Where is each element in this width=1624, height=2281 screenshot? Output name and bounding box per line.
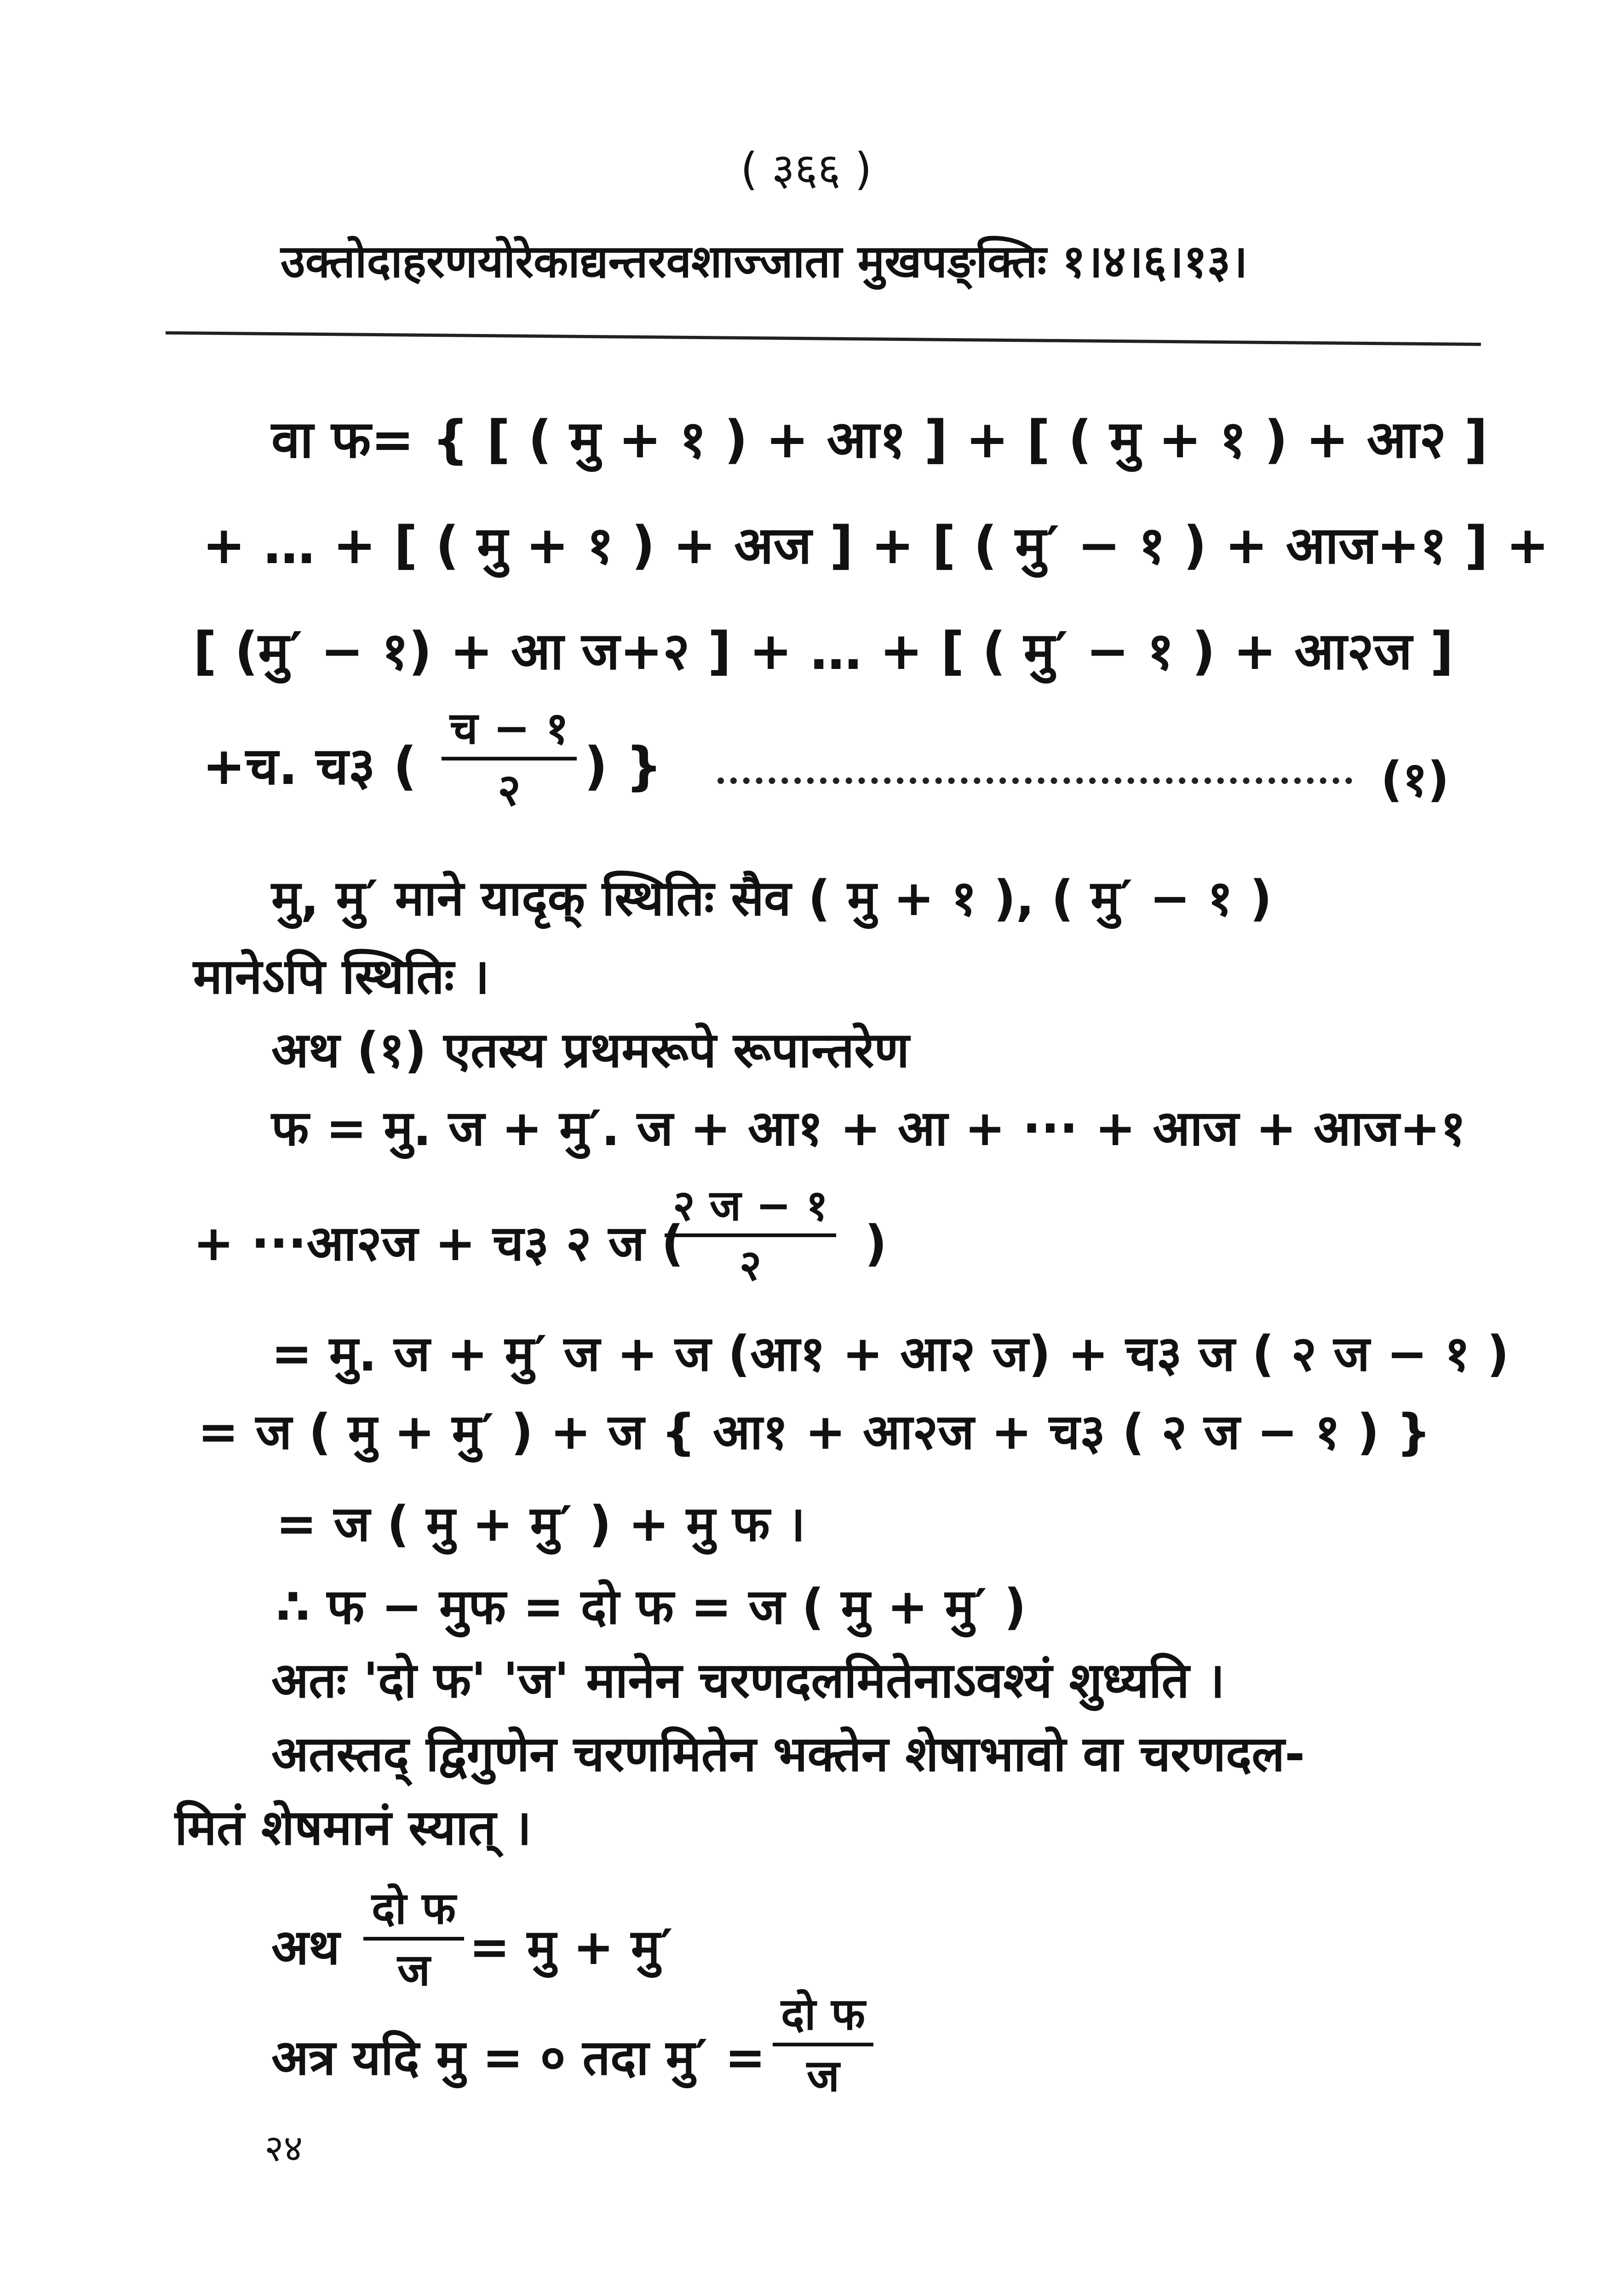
- equation-1-line-4-suffix: ) }: [584, 737, 662, 796]
- fraction-denominator: ज: [807, 2050, 840, 2102]
- derivation-line-1: फ = मु. ज + मु′. ज + आ१ + आ + ··· + आज + आज+१: [271, 1100, 1466, 1157]
- equation-1-line-1: वा फ= { [ ( मु + १ ) + आ१ ] + [ ( मु + १ ) + आ२ ]: [271, 410, 1488, 470]
- fraction-denominator: २: [498, 764, 521, 816]
- leader-dots: [717, 778, 1352, 784]
- formula-b-fraction: [773, 1988, 873, 2102]
- derivation-line-5: = ज ( मु + मु′ ) + मु फ ।: [276, 1496, 806, 1552]
- paragraph-1-line-2: मानेऽपि स्थितिः ।: [193, 948, 490, 1005]
- derivation-line-3: = मु. ज + मु′ ज + ज (आ१ + आ२ ज) + च३ ज ( २ ज − १ ): [271, 1325, 1509, 1382]
- paragraph-1-line-1: मु, मु′ माने यादृक् स्थितिः सैव ( मु + १ ), ( मु′ − १ ): [271, 870, 1272, 927]
- fraction-numerator: दो फ: [363, 1886, 464, 1941]
- derivation-line-4: = ज ( मु + मु′ ) + ज { आ१ + आ२ज + च३ ( २ ज − १ ) }: [198, 1404, 1431, 1460]
- derivation-line-8: अतस्तद् द्विगुणेन चरणमितेन भक्तेन शेषाभावो वा चरणदल-: [271, 1726, 1305, 1782]
- formula-a-suffix: = मु + मु′: [469, 1919, 673, 1976]
- running-head: उक्तोदाहरणयोरेकाद्यन्तरवशाज्जाता मुखपङ्क्तिः १।४।६।१३।: [281, 236, 1248, 288]
- derivation-line-9: मितं शेषमानं स्यात् ।: [175, 1799, 532, 1856]
- equation-1-line-4-prefix: +च. च३ (: [202, 737, 417, 796]
- equation-number: (१): [1380, 751, 1449, 807]
- header-rule: [166, 331, 1481, 346]
- derivation-fraction: [665, 1181, 836, 1290]
- derivation-line-7: अतः 'दो फ' 'ज' मानेन चरणदलमितेनाऽवश्यं शुध्यति ।: [271, 1652, 1225, 1709]
- fraction-denominator: २: [739, 1241, 762, 1290]
- equation-1-fraction: [442, 703, 577, 816]
- derivation-line-6: ∴ फ − मुफ = दो फ = ज ( मु + मु′ ): [276, 1578, 1027, 1635]
- formula-a-prefix: अथ: [271, 1919, 340, 1976]
- derivation-line-2-suffix: ): [865, 1215, 887, 1272]
- page-number: ( ३६६ ): [740, 144, 872, 195]
- formula-a-fraction: [363, 1883, 464, 1996]
- fraction-denominator: ज: [397, 1944, 430, 1996]
- fraction-numerator: दो फ: [773, 1992, 873, 2046]
- derivation-intro: अथ (१) एतस्य प्रथमरूपे रूपान्तरेण: [271, 1022, 910, 1078]
- equation-1-line-2: + … + [ ( मु + १ ) + अज ] + [ ( मु′ − १ ) + आज+१ ] +: [202, 516, 1549, 576]
- folio-signature: २४: [264, 2127, 303, 2170]
- formula-b-prefix: अत्र यदि मु = ० तदा मु′ =: [271, 2029, 766, 2086]
- equation-1-line-3: [ (मु′ − १) + आ ज+२ ] + … + [ ( मु′ − १ ) + आ२ज ]: [193, 622, 1454, 681]
- fraction-numerator: २ ज − १: [665, 1185, 836, 1237]
- derivation-line-2-prefix: + ···आ२ज + च३ २ ज (: [193, 1215, 684, 1272]
- fraction-numerator: च − १: [442, 706, 577, 760]
